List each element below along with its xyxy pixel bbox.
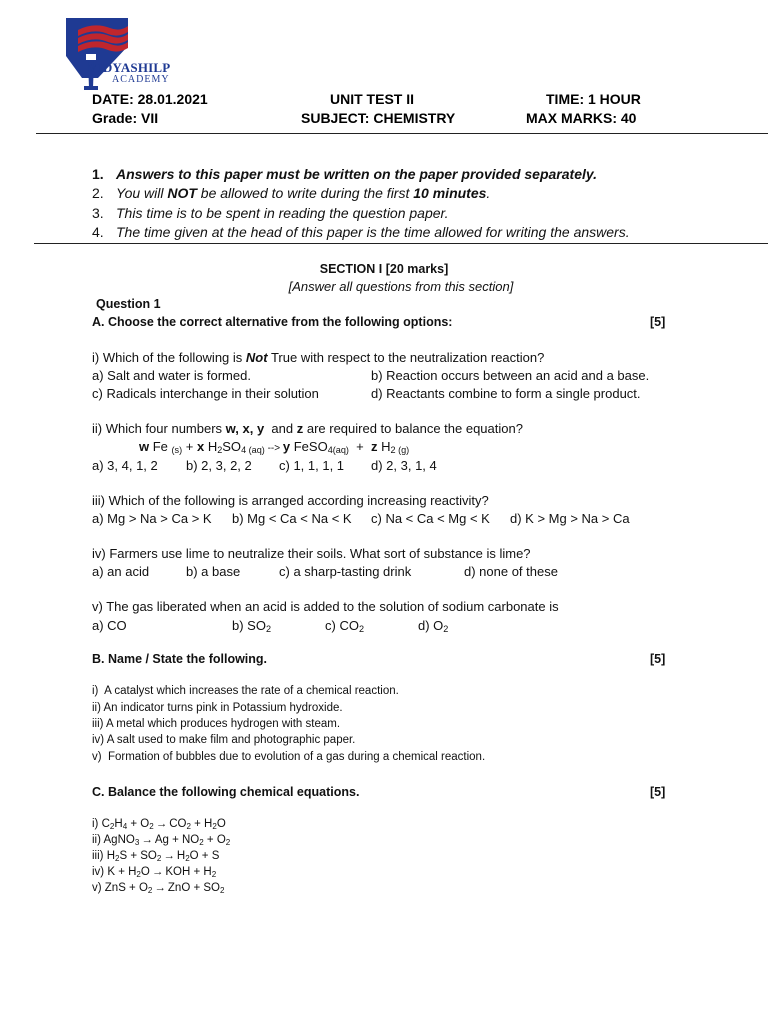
part-a-marks: [5] [650,315,666,329]
part-c-marks: [5] [650,785,666,799]
arrow-icon: → [155,818,168,830]
section-subtitle: [Answer all questions from this section] [288,279,514,294]
part-b-item-3: iii) A metal which produces hydrogen with steam. [92,718,341,730]
logo-name: VIDYASHILP [88,60,171,75]
option-ii-c: c) 1, 1, 1, 1 [279,458,345,473]
instruction-1: 1. Answers to this paper must be written on the paper provided separately. [92,166,598,182]
equation-c-3: iii) $H_2S + SO_2 \to H_2O + S$ [92,850,220,863]
part-b-item-2: ii) An indicator turns pink in Potassium hydroxide. [92,702,343,714]
option-iv-c: c) a sharp-tasting drink [279,564,412,579]
option-iv-a: a) an acid [92,564,150,579]
option-iv-d: d) none of these [464,564,558,579]
option-i-c: c) Radicals interchange in their solution [92,386,319,401]
test-name: UNIT TEST II [330,91,414,107]
section-title: SECTION I [20 marks] [319,262,449,276]
header-divider [36,133,768,134]
option-i-a: a) Salt and water is formed. [92,368,251,383]
option-ii-d: d) 2, 3, 1, 4 [371,458,437,473]
logo-subtitle: ACADEMY [112,74,170,85]
part-c-title: C. Balance the following chemical equations. [92,785,360,799]
exam-date: DATE: 28.01.2021 [92,91,208,107]
arrow-icon: → [141,834,153,846]
option-v-a: a) CO [92,618,127,633]
part-b-item-4: iv) A salt used to make film and photographic paper. [92,734,356,746]
option-i-b: b) Reaction occurs between an acid and a base. [371,368,650,383]
max-marks: MAX MARKS: 40 [526,110,637,126]
question-label: Question 1 [96,297,161,311]
option-iii-a: a) Mg > Na > Ca > K [92,511,212,526]
arrow-icon: → [151,866,164,878]
part-a-title: A. Choose the correct alternative from the following options: [92,315,453,329]
option-i-d: d) Reactants combine to form a single product. [371,386,641,401]
instruction-4: 4. The time given at the head of this paper is the time allowed for writing the answers. [92,224,630,240]
instruction-2: 2. You will NOT be allowed to write during the first 10 minutes. [92,185,491,201]
option-v-c: c) $CO_2$ [325,618,365,634]
question-i: i) Which of the following is Not True with respect to the neutralization reaction? [92,350,545,365]
equation-c-1: i) $C_2H_4 + O_2 \to CO_2 + H_2O$ [92,818,226,831]
part-b-title: B. Name / State the following. [92,652,268,666]
equation-c-2: ii) AgNO$_3$ → $Ag + NO_2 + O_2$ [92,834,231,847]
question-ii: ii) Which four numbers w, x, y and z are required to balance the equation? [92,421,523,436]
question-v: v) The gas liberated when an acid is added to the solution of sodium carbonate is [92,599,559,614]
arrow-icon: → [163,850,175,862]
part-b-item-5: v) Formation of bubbles due to evolution of a gas during a chemical reaction. [92,751,486,763]
part-b-marks: [5] [650,652,666,666]
question-iv: iv) Farmers use lime to neutralize their soils. What sort of substance is lime? [92,546,531,561]
exam-time: TIME: 1 HOUR [546,91,641,107]
option-iii-d: d) K > Mg > Na > Ca [510,511,630,526]
option-iv-b: b) a base [186,564,241,579]
subject: SUBJECT: CHEMISTRY [301,110,456,126]
option-ii-b: b) 2, 3, 2, 2 [186,458,252,473]
option-iii-b: b) Mg < Ca < Na < K [232,511,352,526]
instruction-3: 3. This time is to be spent in reading the question paper. [92,205,449,221]
part-b-item-1: i) A catalyst which increases the rate of a chemical reaction. [92,685,399,697]
equation-ii: w Fe $_{(s)}$ + x $H_2SO_4$ $_{(aq)}$ --> y FeSO$_{4(aq)}$ + z $H_2$ $_{(g)}$ [139,439,410,455]
option-iii-c: c) Na < Ca < Mg < K [371,511,490,526]
equation-c-4: iv) $K + H_2O$ → KOH + $H_2$ [92,866,217,879]
grade: Grade: VII [92,110,159,126]
option-v-d: d) $O_2$ [418,618,449,634]
arrow-icon: → [154,882,166,894]
option-ii-a: a) 3, 4, 1, 2 [92,458,158,473]
equation-c-5: v) ZnS + $O_2$ → ZnO + $SO_2$ [92,882,225,895]
question-iii: iii) Which of the following is arranged according increasing reactivity? [92,493,489,508]
instructions-divider [34,243,768,244]
option-v-b: b) $SO_2$ [232,618,272,634]
